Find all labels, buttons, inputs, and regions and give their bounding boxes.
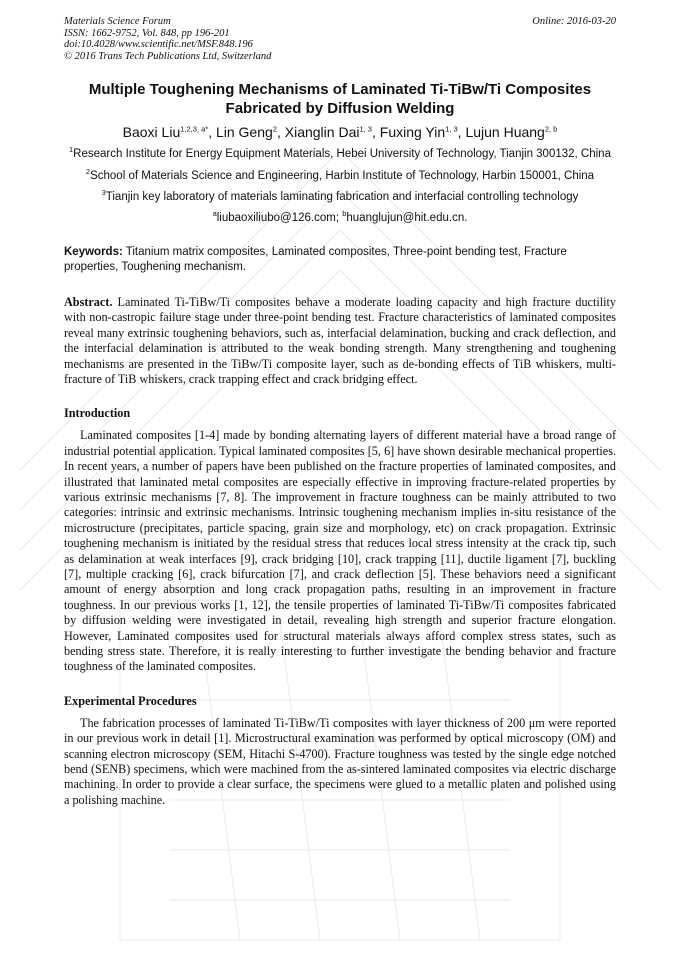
- keywords: [64, 245, 616, 275]
- author: Lin Geng$^2$,: [215, 124, 285, 141]
- email-link[interactable]: liubaoxiliubo@126.com;: [216, 211, 343, 224]
- author: Fuxing Yin$^{1, 3}$,: [379, 124, 466, 141]
- author: Baoxi Liu$^{1,2,3, a*}$,: [122, 124, 216, 141]
- online-date: Online: 2016-03-20: [532, 16, 616, 27]
- experimental-paragraph: The fabrication processes of laminated Ti-TiBw/Ti composites with layer thickness of 200 μm were reported in our previous work in detail [1]. Microstructural examination was performed by optical microscopy (OM) and scanning electron microscopy (SEM, Hitachi S-4700). Fracture toughness was tested by the single edge notched bend (SENB) specimens, which were machined from the as-sintered laminated composites via electric discharge machining. In order to provide a clear surface, the specimens were glued to a metallic platen and polished using a polishing machine.: [64, 715, 616, 807]
- introduction-paragraph: Laminated composites [1-4] made by bonding alternating layers of different material have a broad range of industrial potential application. Typical laminated composites [5, 6] have shown desirable mechanical properties. In recent years, a number of papers have been published on the fracture properties of laminated composites, and illustrated that laminated metal composites are especially effective in improving fracture-related properties by various extrinsic mechanisms [7, 8]. The improvement in fracture toughness can be mainly attributed to two categories: intrinsic and extrinsic mechanisms. Intrinsic toughening mechanism implies in-situ resistance of the microstructure (precipitates, particle spacing, grain size and morphology, etc) on crack propagation. Extrinsic toughening mechanism is initiated by the residual stress that reduces local stress intensity at the crack tip, such as delamination at weak interfaces [9], crack bridging [10], crack trapping [11], ductile ligament [7], buckling [7], multiple cracking [6], crack bifurcation [7], and crack deflection [5]. These behaviors need a significant amount of energy absorption and long crack propagation paths, resulting in an improvement in fracture toughness. In our previous works [1, 12], the tensile properties of laminated Ti-TiBw/Ti composites fabricated by diffusion welding were investigated in detail, revealing high strength and superior fracture elongation. However, Laminated composites used for structural materials always afford complex stress states, such as bending stress state. Therefore, it is really interesting to further investigate the bending behavior and fracture toughness of the laminated composites.: [64, 428, 616, 674]
- journal-name: Materials Science Forum: [64, 16, 171, 27]
- doi-line: doi:10.4028/www.scientific.net/MSF.848.196: [64, 39, 253, 51]
- copyright-line: © 2016 Trans Tech Publications Ltd, Switzerland: [64, 50, 272, 62]
- section-heading-introduction: Introduction: [64, 406, 131, 421]
- email-link[interactable]: huanglujun@hit.edu.cn.: [346, 211, 468, 224]
- abstract-text: Laminated Ti-TiBw/Ti composites behave a moderate loading capacity and high fracture ductility with non-castropic failure stage under three-point bending test. Fracture characteristics of laminated composites reveal many extrinsic toughening behaviors, such as, interfacial delamination, bucking and crack deflection, and the interfacial delamination is attributed to the weak bonding strength. Many strengthening and toughening mechanisms are presented in the TiBw/Ti composite layer, such as de-bonding effects of TiB whiskers, multi-fracture of TiB whiskers, crack trapping effect and crack bridging effect.: [64, 294, 616, 386]
- affiliation-1: $^1$Research Institute for Energy Equipment Materials, Hebei University of Technology, Tianjin 300132, China: [69, 145, 611, 161]
- author-list: [64, 123, 616, 141]
- affiliation-3: $^3$Tianjin key laboratory of materials laminating fabrication and interfacial controlling technology: [101, 188, 579, 204]
- author: Xianglin Dai$^{1, 3}$,: [284, 124, 380, 141]
- keywords-label: Keywords:: [64, 245, 123, 258]
- abstract-label: Abstract.: [64, 294, 113, 309]
- abstract: [64, 295, 616, 387]
- affiliation-2: $^2$School of Materials Science and Engineering, Harbin Institute of Technology, Harbin 150001, China: [85, 167, 595, 182]
- section-heading-experimental: Experimental Procedures: [64, 693, 197, 708]
- issn-line: ISSN: 1662-9752, Vol. 848, pp 196-201: [64, 27, 230, 39]
- keywords-text: Titanium matrix composites, Laminated composites, Three-point bending test, Fracture properties, Toughening mechanism.: [64, 245, 567, 273]
- author-emails: $^a$liubaoxiliubo@126.com; $^b$huanglujun@hit.edu.cn.: [212, 209, 468, 224]
- journal-header: [64, 16, 616, 62]
- paper-title: Multiple Toughening Mechanisms of Laminated Ti-TiBw/Ti Composites Fabricated by Diffusion Welding: [88, 81, 592, 117]
- author: Lujun Huang$^{2, b}$: [465, 124, 558, 141]
